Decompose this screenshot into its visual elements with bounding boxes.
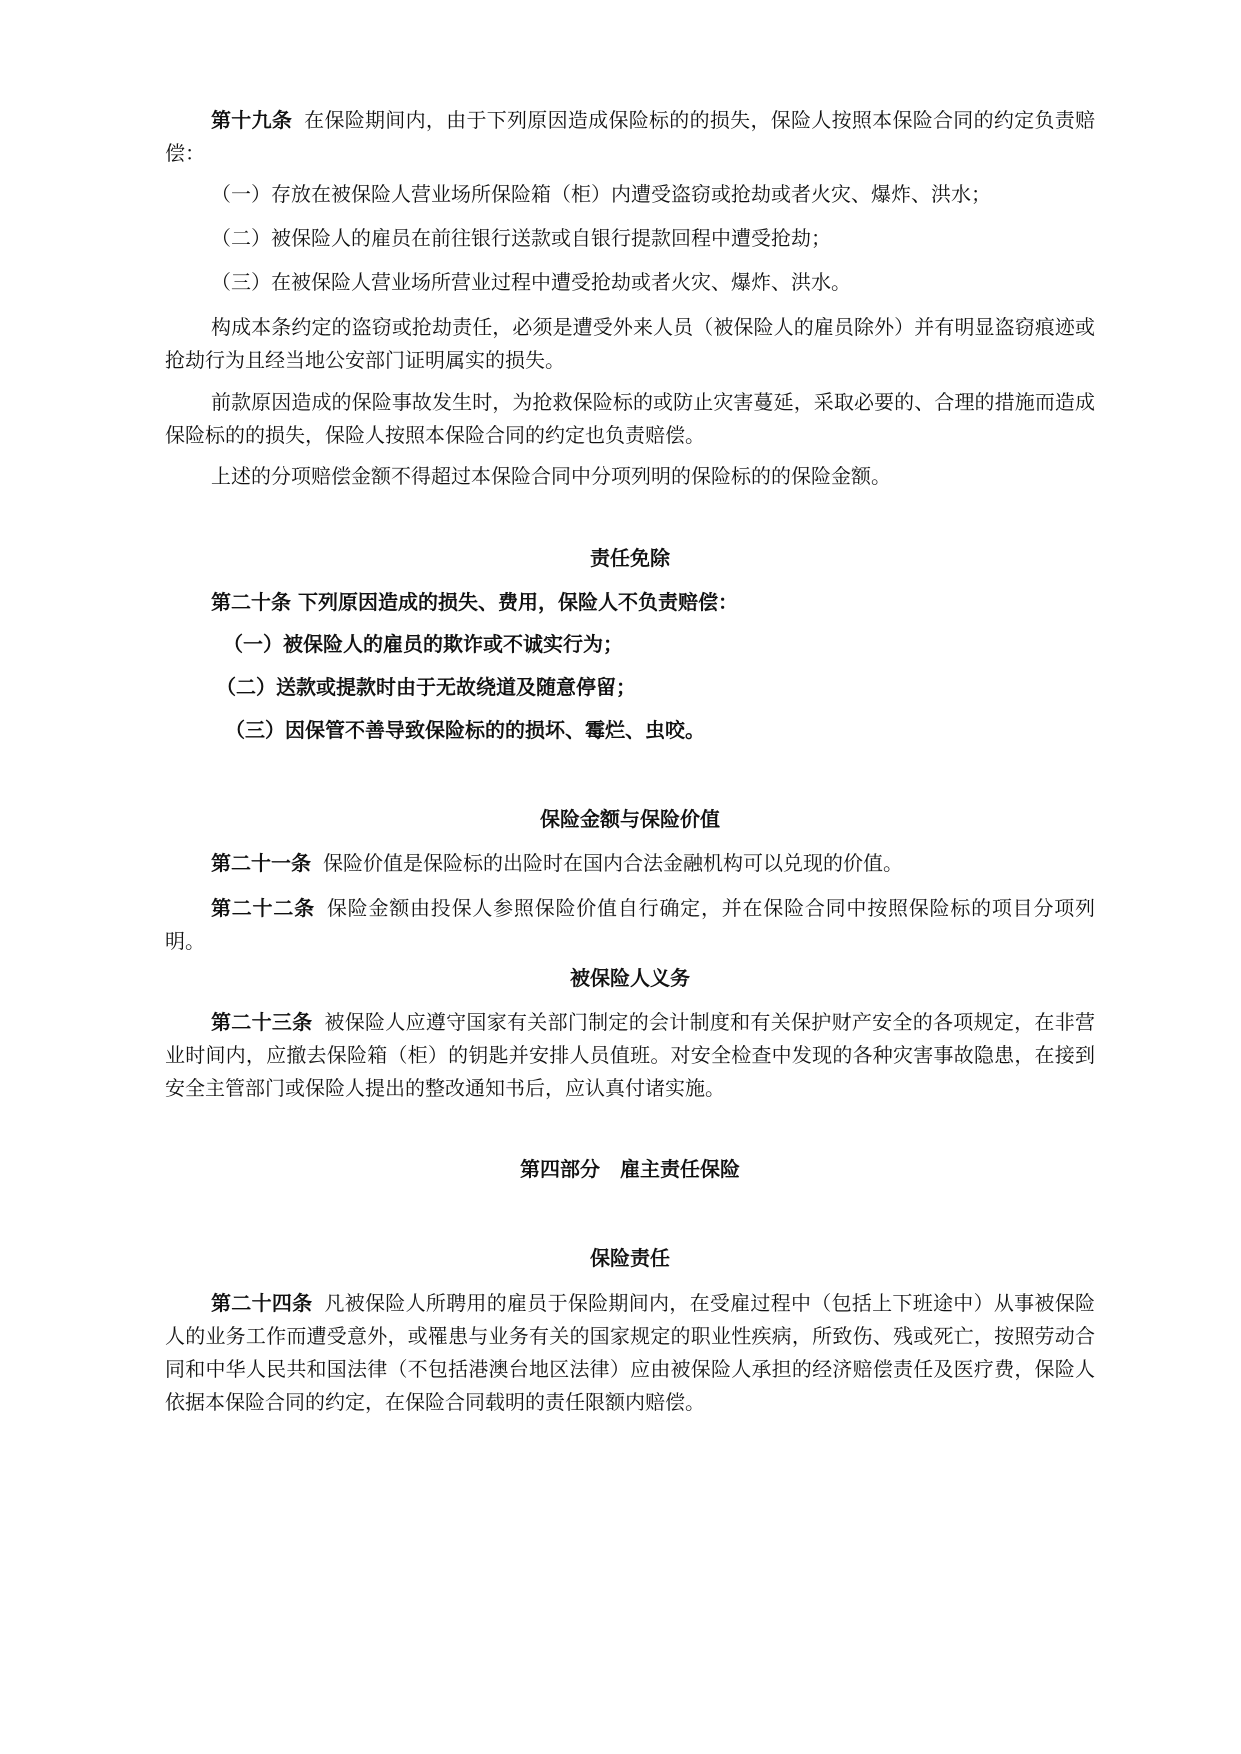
- article-19: [165, 104, 1095, 170]
- section-heading-insured-obligations: 被保险人义务: [570, 966, 690, 990]
- article-23-label: 第二十三条: [211, 1010, 313, 1034]
- article-21-text: 保险价值是保险标的出险时在国内合法金融机构可以兑现的价值。: [323, 851, 903, 875]
- article-23-text: 被保险人应遵守国家有关部门制定的会计制度和有关保护财产安全的各项规定，在非营业时间内，应撤去保险箱（柜）的钥匙并安排人员值班。对安全检查中发现的各种灾害事故隐患，在接到安全主管部门或保险人提出的整改通知书后，应认真付诸实施。: [165, 1010, 1096, 1100]
- article-21-label: 第二十一条: [211, 851, 311, 875]
- section-heading-exclusions: 责任免除: [590, 546, 670, 570]
- section-heading-liability: 保险责任: [590, 1246, 670, 1270]
- article-24-label: 第二十四条: [211, 1291, 313, 1315]
- section-heading-insured-amount: 保险金额与保险价值: [540, 807, 720, 831]
- article-20-item-3: （三）因保管不善导致保险标的的损坏、霉烂、虫咬。: [225, 718, 705, 742]
- article-24: [165, 1287, 1095, 1419]
- article-19-item-1: （一）存放在被保险人营业场所保险箱（柜）内遭受盗窃或抢劫或者火灾、爆炸、洪水；: [211, 182, 991, 206]
- article-22-label: 第二十二条: [211, 896, 315, 920]
- article-19-text: 在保险期间内，由于下列原因造成保险标的的损失，保险人按照本保险合同的约定负责赔偿：: [165, 108, 1096, 165]
- article-23: [165, 1006, 1095, 1105]
- article-19-item-3: （三）在被保险人营业场所营业过程中遭受抢劫或者火灾、爆炸、洪水。: [211, 270, 851, 294]
- article-22-text: 保险金额由投保人参照保险价值自行确定，并在保险合同中按照保险标的项目分项列明。: [165, 896, 1096, 953]
- article-19-paragraph-1: 构成本条约定的盗窃或抢劫责任，必须是遭受外来人员（被保险人的雇员除外）并有明显盗窃痕迹或抢劫行为且经当地公安部门证明属实的损失。: [165, 315, 1095, 372]
- article-20-item-1: （一）被保险人的雇员的欺诈或不诚实行为；: [223, 632, 623, 656]
- article-22: [165, 892, 1095, 958]
- article-20: 第二十条 下列原因造成的损失、费用，保险人不负责赔偿：: [211, 590, 738, 614]
- part-four-heading: 第四部分 雇主责任保险: [520, 1157, 740, 1181]
- article-19-item-2: （二）被保险人的雇员在前往银行送款或自银行提款回程中遭受抢劫；: [211, 226, 831, 250]
- article-19-paragraph-2: 前款原因造成的保险事故发生时，为抢救保险标的或防止灾害蔓延，采取必要的、合理的措施而造成保险标的的损失，保险人按照本保险合同的约定也负责赔偿。: [165, 390, 1095, 447]
- article-24-text: 凡被保险人所聘用的雇员于保险期间内，在受雇过程中（包括上下班途中）从事被保险人的业务工作而遭受意外，或罹患与业务有关的国家规定的职业性疾病，所致伤、残或死亡，按照劳动合同和中华人民共和国法律（不包括港澳台地区法律）应由被保险人承担的经济赔偿责任及医疗费，保险人依据本保险合同的约定，在保险合同载明的责任限额内赔偿。: [165, 1291, 1096, 1414]
- article-20-item-2: （二）送款或提款时由于无故绕道及随意停留；: [216, 675, 636, 699]
- article-21: [165, 847, 1095, 880]
- article-19-label: 第十九条: [211, 108, 293, 132]
- article-19-paragraph-3: 上述的分项赔偿金额不得超过本保险合同中分项列明的保险标的的保险金额。: [211, 464, 891, 488]
